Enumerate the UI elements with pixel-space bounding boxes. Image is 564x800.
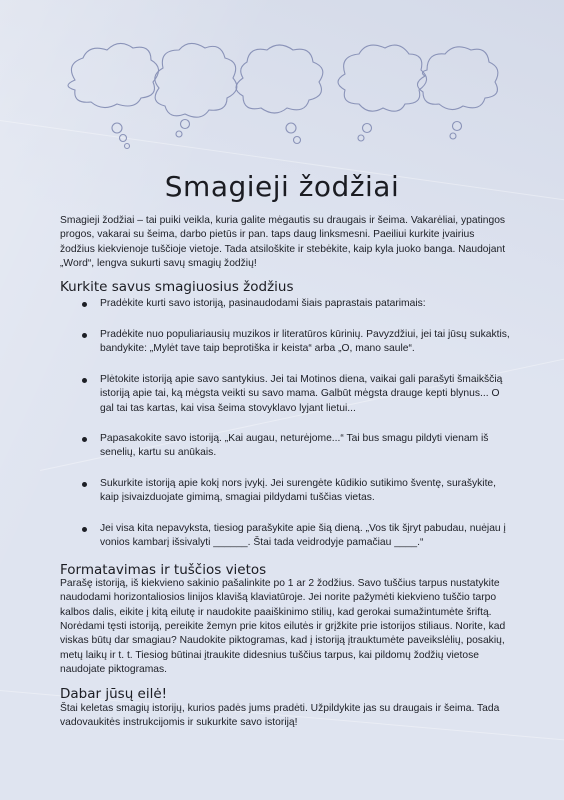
cloud-5	[417, 47, 497, 139]
document-body	[60, 214, 510, 730]
format-paragraph: Parašę istoriją, iš kiekvieno sakinio pašalinkite po 1 ar 2 žodžius. Savo tuščius tarpus nustatykite naudodami horizontaliosios linijos klavišą klaviatūroje. Jei norite pažymėti kiekvieno tuščio tarpo kalbos dalis, eikite į kitą eilutę ir naudokite paaiškinimo stilių, kad gerokai sumažintumėte šriftą. Norėdami tęsti istoriją, pereikite žemyn prie kitos eilutės ir grįžkite prie istorijos stiliaus. Norite, kad viskas būtų dar smagiau? Naudokite piktogramas, kad į istoriją įtrauktumėte paveikslėlių, posakių, metų laikų ir t. t. Tiesiog būtinai įtraukite didesnius tuščius tarpus, kai pildomų žodžių vietose naudojate piktogramas.	[60, 578, 506, 675]
cloud-3	[236, 45, 323, 144]
section-heading-format: Formatavimas ir tuščios vietos	[60, 561, 267, 578]
list-item: Jei visa kita nepavyksta, tiesiog parašykite apie šią dieną. „Vos tik šįryt pabudau, nuėjau į vonios kambarį išsivalyti ______. Štai tada veidrodyje pamačiau ____.“	[100, 522, 510, 551]
intro-paragraph: Smagieji žodžiai – tai puiki veikla, kuria galite mėgautis su draugais ir šeima. Vakarėliai, ypatingos progos, vakarai su šeima, darbo pietūs ir pan. taps daug linksmesni. Paeiliui kurkite įvairius žodžius kiekvienoje tuščioje vietoje. Tada atsiloškite ir stebėkite, kaip kyla juoko banga. Naudojant „Word“, lengva sukurti savų smagių žodžių!	[60, 215, 506, 269]
cloud-4	[338, 45, 427, 141]
list-item: Pradėkite kurti savo istoriją, pasinaudodami šiais paprastais patarimais:	[100, 297, 510, 311]
thought-clouds-decoration	[55, 40, 515, 160]
section-heading-create: Kurkite savus smagiuosius žodžius	[60, 279, 294, 296]
cloud-2	[155, 43, 237, 137]
tips-list	[60, 297, 510, 550]
your-turn-paragraph: Štai keletas smagių istorijų, kurios padės jums pradėti. Užpildykite jas su draugais ir šeima. Tada vadovaukitės instrukcijomis ir sukurkite savo istoriją!	[60, 702, 500, 728]
page-title: Smagieji žodžiai	[164, 170, 400, 203]
cloud-1	[68, 43, 159, 148]
section-heading-your-turn: Dabar jūsų eilė!	[60, 686, 168, 703]
list-item: Pradėkite nuo populiariausių muzikos ir literatūros kūrinių. Pavyzdžiui, jei tai jūsų sukaktis, bandykite: „Mylėt tave taip beprotiška ir keista“ arba „O, mano saule“.	[100, 328, 510, 357]
list-item: Papasakokite savo istoriją. „Kai augau, neturėjome...“ Tai bus smagu pildyti vienam iš senelių, kartu su anūkais.	[100, 432, 510, 461]
list-item: Plėtokite istoriją apie savo santykius. Jei tai Motinos diena, vaikai gali parašyti šmaikščią istoriją apie tai, ką mėgsta veikti su savo mama. Galbūt mėgsta drauge kepti blynus... O gal tai tas kartas, kai visa šeima stovyklavo lyjant lietui...	[100, 373, 510, 416]
list-item: Sukurkite istoriją apie kokį nors įvykį. Jei surengėte kūdikio sutikimo šventę, surašykite, kaip įsivaizduojate gimimą, smagiai pildydami tuščias vietas.	[100, 477, 510, 506]
